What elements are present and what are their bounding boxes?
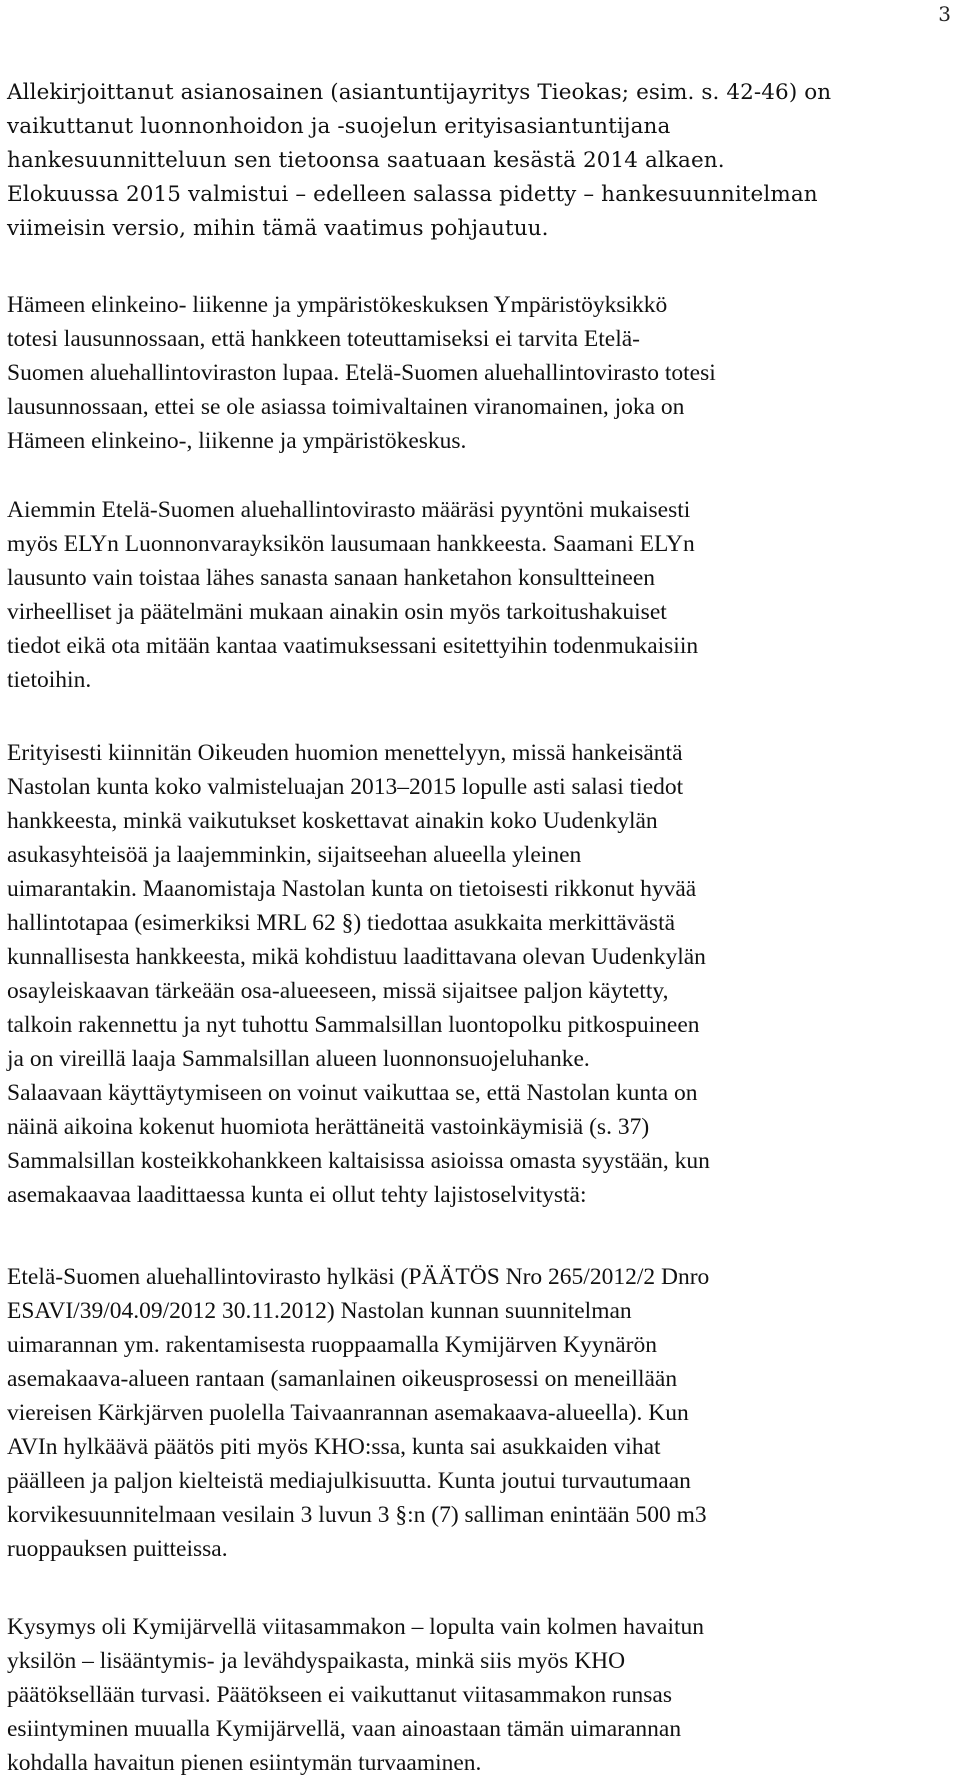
text-line: Elokuussa 2015 valmistui – edelleen salassa pidetty – hankesuunnitelman (7, 182, 818, 207)
text-line: asukasyhteisöä ja laajemminkin, sijaitseehan alueella yleinen (7, 842, 582, 868)
text-line: yksilön – lisääntymis- ja levähdyspaikasta, minkä siis myös KHO (7, 1648, 626, 1674)
text-line: Salaavaan käyttäytymiseen on voinut vaikuttaa se, että Nastolan kunta on (7, 1080, 698, 1106)
text-line: päätöksellään turvasi. Päätökseen ei vaikuttanut viitasammakon runsas (7, 1682, 672, 1708)
text-line: lausunto vain toistaa lähes sanasta sanaan hanketahon konsultteineen (7, 565, 656, 591)
text-line: osayleiskaavan tärkeään osa-alueeseen, missä sijaitsee paljon käytetty, (7, 978, 669, 1004)
text-line: uimarannan ym. rakentamisesta ruoppaamalla Kymijärven Kyynärön (7, 1332, 657, 1358)
text-line: myös ELYn Luonnonvarayksikön lausumaan hankkeesta. Saamani ELYn (7, 531, 695, 557)
text-line: vaikuttanut luonnonhoidon ja -suojelun erityisasiantuntijana (7, 114, 671, 139)
text-line: asemakaavaa laadittaessa kunta ei ollut tehty lajistoselvitystä: (7, 1182, 587, 1208)
text-line: totesi lausunnossaan, että hankkeen toteuttamiseksi ei tarvita Etelä- (7, 326, 640, 352)
text-line: viereisen Kärkjärven puolella Taivaanrannan asemakaava-alueella). Kun (7, 1400, 689, 1426)
paragraph-consultant-role (7, 76, 947, 246)
text-line: Allekirjoittanut asianosainen (asiantuntijayritys Tieokas; esim. s. 42-46) on (7, 80, 832, 105)
text-line: tiedot eikä ota mitään kantaa vaatimuksessani esitettyihin todenmukaisiin (7, 633, 699, 659)
paragraph-avi-order (7, 493, 947, 697)
text-line: ja on vireillä laaja Sammalsillan alueen luonnonsuojeluhanke. (7, 1046, 590, 1072)
text-line: hallintotapaa (esimerkiksi MRL 62 §) tiedottaa asukkaita merkittävästä (7, 910, 676, 936)
paragraph-moor-frog (7, 1610, 947, 1780)
text-line: esiintyminen muualla Kymijärvellä, vaan ainoastaan tämän uimarannan (7, 1716, 682, 1742)
text-line: näinä aikoina kokenut huomiota herättäneitä vastoinkäymisiä (s. 37) (7, 1114, 650, 1140)
paragraph-procedure-concerns (7, 736, 947, 1212)
text-line: hankesuunnitteluun sen tietoonsa saatuaan kesästä 2014 alkaen. (7, 148, 725, 173)
text-line: viimeisin versio, mihin tämä vaatimus pohjautuu. (7, 216, 549, 241)
text-line: Nastolan kunta koko valmisteluajan 2013–2015 lopulle asti salasi tiedot (7, 774, 684, 800)
text-line: Sammalsillan kosteikkohankkeen kaltaisissa asioissa omasta syystään, kun (7, 1148, 710, 1174)
page-number: 3 (938, 2, 951, 26)
text-line: Aiemmin Etelä-Suomen aluehallintovirasto määräsi pyyntöni mukaisesti (7, 497, 691, 523)
text-line: kohdalla havaitun pienen esiintymän turvaaminen. (7, 1750, 482, 1776)
text-line: kunnallisesta hankkeesta, mikä kohdistuu laadittavana olevan Uudenkylän (7, 944, 706, 970)
text-line: Hämeen elinkeino-, liikenne ja ympäristökeskus. (7, 428, 467, 454)
text-line: hankkeesta, minkä vaikutukset koskettavat ainakin koko Uudenkylän (7, 808, 658, 834)
text-line: päälleen ja paljon kielteistä mediajulkisuutta. Kunta joutui turvautumaan (7, 1468, 691, 1494)
text-line: asemakaava-alueen rantaan (samanlainen oikeusprosessi on meneillään (7, 1366, 678, 1392)
text-line: AVIn hylkäävä päätös piti myös KHO:ssa, kunta sai asukkaiden vihat (7, 1434, 661, 1460)
text-line: Etelä-Suomen aluehallintovirasto hylkäsi (PÄÄTÖS Nro 265/2012/2 Dnro (7, 1264, 710, 1290)
text-line: korvikesuunnitelmaan vesilain 3 luvun 3 §:n (7) salliman enintään 500 m3 (7, 1502, 707, 1528)
text-line: Hämeen elinkeino- liikenne ja ympäristökeskuksen Ympäristöyksikkö (7, 292, 668, 318)
text-line: ruoppauksen puitteissa. (7, 1536, 228, 1562)
text-line: tietoihin. (7, 667, 92, 693)
text-line: Erityisesti kiinnitän Oikeuden huomion menettelyyn, missä hankeisäntä (7, 740, 683, 766)
text-line: lausunnossaan, ettei se ole asiassa toimivaltainen viranomainen, joka on (7, 394, 685, 420)
text-line: uimarantakin. Maanomistaja Nastolan kunta on tietoisesti rikkonut hyvää (7, 876, 697, 902)
paragraph-avi-rejection (7, 1260, 947, 1566)
text-line: talkoin rakennettu ja nyt tuhottu Sammalsillan luontopolku pitkospuineen (7, 1012, 700, 1038)
text-line: virheelliset ja päätelmäni mukaan ainakin osin myös tarkoitushakuiset (7, 599, 667, 625)
text-line: Suomen aluehallintoviraston lupaa. Etelä-Suomen aluehallintovirasto totesi (7, 360, 716, 386)
paragraph-ely-statement (7, 288, 947, 458)
text-line: Kysymys oli Kymijärvellä viitasammakon – lopulta vain kolmen havaitun (7, 1614, 705, 1640)
text-line: ESAVI/39/04.09/2012 30.11.2012) Nastolan kunnan suunnitelman (7, 1298, 632, 1324)
